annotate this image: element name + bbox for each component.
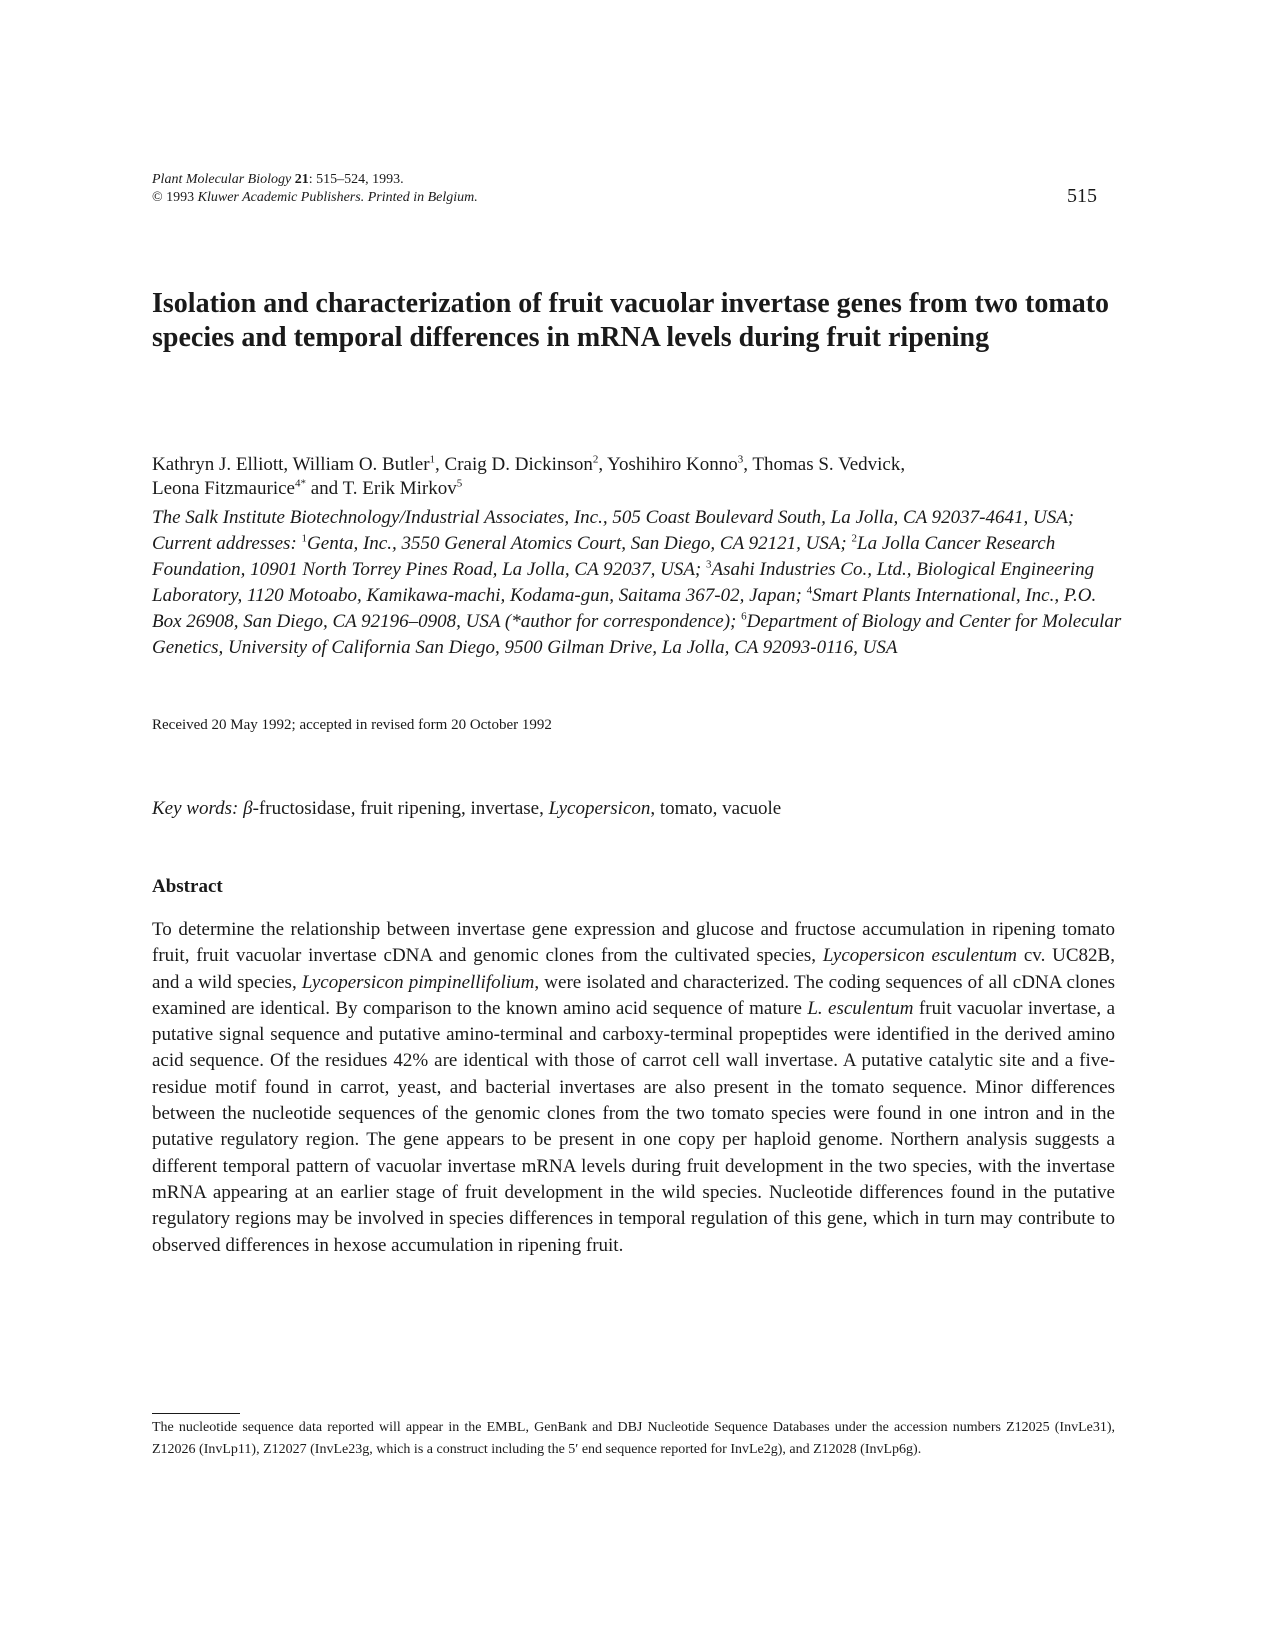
journal-header	[152, 171, 478, 207]
affiliation-main: The Salk Institute Biotechnology/Industrial Associates, Inc., 505 Coast Boulevard South, La Jolla, CA 92037-4641, USA; Current addresses:	[152, 507, 1075, 554]
author-list	[152, 453, 1112, 501]
author: William O. Butler$^1$,	[292, 453, 445, 475]
affiliation-4: Smart Plants International, Inc., P.O. Box 26908, San Diego, CA 92196–0908, USA (*author for correspondence);	[152, 585, 1097, 632]
journal-citation	[152, 171, 478, 189]
footnote-rule	[152, 1413, 240, 1414]
journal-pages-year: : 515–524, 1993.	[308, 172, 404, 187]
author: Yoshihiro Konno$^3$,	[607, 453, 753, 475]
keywords-label: Key words:	[152, 798, 239, 819]
copyright-line: © 1993 Kluwer Academic Publishers. Printed in Belgium.	[152, 190, 478, 205]
affiliation-5: Department of Biology and Center for Molecular Genetics, University of California San Diego, 9500 Gilman Drive, La Jolla, CA 92093-0116, USA	[152, 611, 1122, 658]
author: Thomas S. Vedvick,	[752, 454, 906, 475]
keywords: Key words: β-fructosidase, fruit ripening, invertase, Lycopersicon, tomato, vacuole	[152, 798, 782, 819]
abstract-text: To determine the relationship between invertase gene expression and glucose and fructose accumulation in ripening tomato fruit, fruit vacuolar invertase cDNA and genomic clones from the cultivated species, Lycopersicon esculentum cv. UC82B, and a wild species, Lycopersicon pimpinellifolium, were isolated and characterized. The coding sequences of all cDNA clones examined are identical. By comparison to the known amino acid sequence of mature L. esculentum fruit vacuolar invertase, a putative signal sequence and putative amino-terminal and carboxy-terminal propeptides were identified in the derived amino acid sequence. Of the residues 42% are identical with those of carrot cell wall invertase. A putative catalytic site and a five-residue motif found in carrot, yeast, and bacterial invertases are also present in the tomato sequence. Minor differences between the nucleotide sequences of the genomic clones from the two tomato species were found in one intron and in the putative regulatory region. The gene appears to be present in one copy per haploid genome. Northern analysis suggests a different temporal pattern of vacuolar invertase mRNA levels during fruit development in the two species, with the invertase mRNA appearing at an earlier stage of fruit development in the wild species. Nucleotide differences found in the putative regulatory regions may be involved in species differences in temporal regulation of this gene, which in turn may contribute to observed differences in hexose accumulation in ripening fruit.	[152, 919, 1116, 1256]
author: T. Erik Mirkov$^5$	[342, 477, 463, 499]
affiliation-1: Genta, Inc., 3550 General Atomics Court, San Diego, CA 92121, USA;	[307, 533, 852, 554]
affiliation-2: La Jolla Cancer Research Foundation, 10901 North Torrey Pines Road, La Jolla, CA 92037, USA;	[152, 533, 1056, 580]
author: Kathryn J. Elliott,	[152, 454, 293, 475]
footnote: The nucleotide sequence data reported will appear in the EMBL, GenBank and DBJ Nucleotide Sequence Databases under the accession numbers Z12025 (InvLe31), Z12026 (InvLp11), Z12027 (InvLe23g, which is a construct including the 5′ end sequence reported for InvLe2g), and Z12028 (InvLp6g).	[152, 1420, 1115, 1457]
page-number: 515	[1067, 185, 1097, 207]
publisher: Kluwer Academic Publishers. Printed in Belgium.	[197, 190, 478, 205]
abstract-heading: Abstract	[152, 876, 223, 897]
journal-name: Plant Molecular Biology	[152, 172, 292, 187]
affiliations: The Salk Institute Biotechnology/Industrial Associates, Inc., 505 Coast Boulevard South, La Jolla, CA 92037-4641, USA; Current addresses: $^1$Genta, Inc., 3550 General Atomics Court, San Diego, CA 92121, USA; $^2$La Jolla Cancer Research Foundation, 10901 North Torrey Pines Road, La Jolla, CA 92037, USA; $^3$Asahi Industries Co., Ltd., Biological Engineering Laboratory, 1120 Motoabo, Kamikawa-machi, Kodama-gun, Saitama 367-02, Japan; $^4$Smart Plants International, Inc., P.O. Box 26908, San Diego, CA 92196–0908, USA (*author for correspondence); $^6$Department of Biology and Center for Molecular Genetics, University of California San Diego, 9500 Gilman Drive, La Jolla, CA 92093-0116, USA	[152, 507, 1122, 658]
received-dates: Received 20 May 1992; accepted in revised form 20 October 1992	[152, 717, 552, 733]
author: Leona Fitzmaurice$^{4*}$ and	[152, 477, 343, 499]
author: Craig D. Dickinson$^2$,	[444, 453, 608, 475]
affiliation-3: Asahi Industries Co., Ltd., Biological Engineering Laboratory, 1120 Motoabo, Kamikawa-machi, Kodama-gun, Saitama 367-02, Japan;	[152, 559, 1095, 606]
article-title: Isolation and characterization of fruit vacuolar invertase genes from two tomato species and temporal differences in mRNA levels during fruit ripening	[152, 288, 1110, 353]
journal-volume: 21	[294, 172, 309, 187]
